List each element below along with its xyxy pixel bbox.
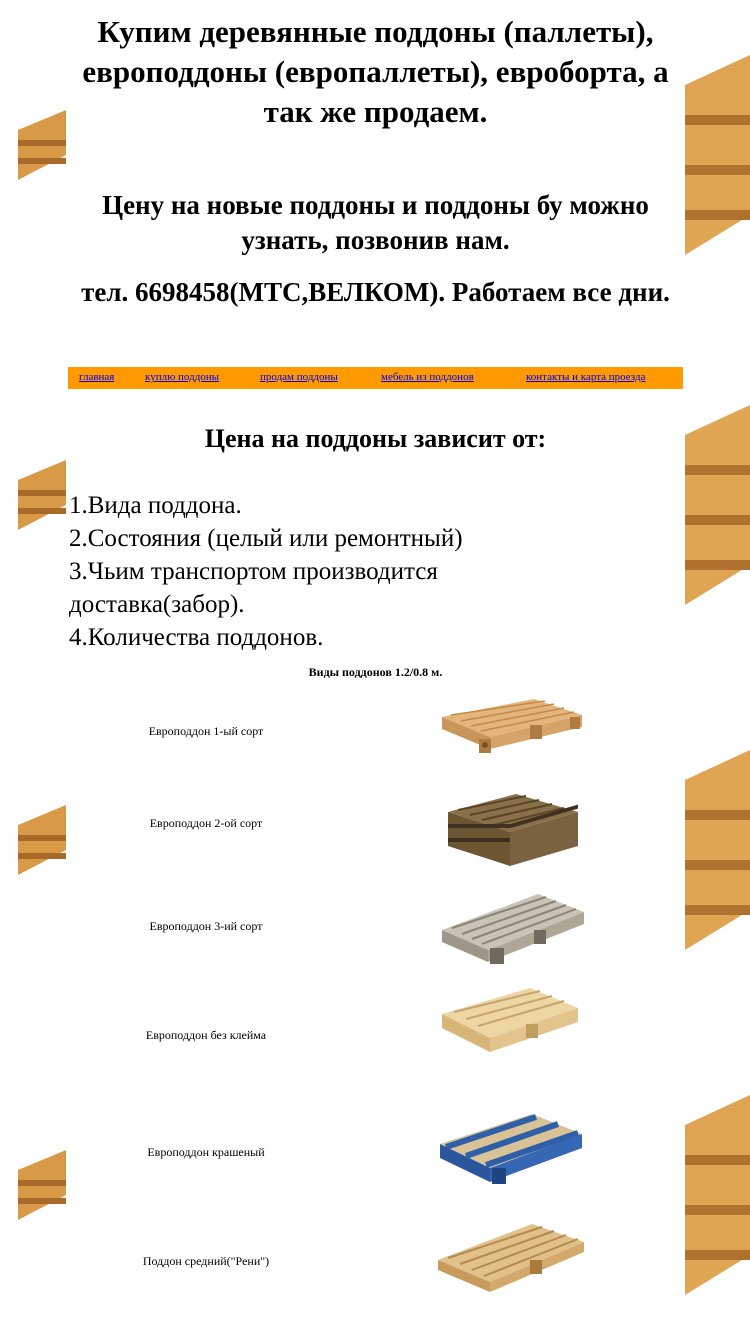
pallet-background-icon [685,1085,750,1295]
nav-item-sell-pallets[interactable]: продам поддоны [260,371,338,383]
pallet-background-icon [685,395,750,605]
pallet-type-name: Европоддон 2-ой сорт [149,816,263,830]
price-factor: 3.Чьим транспортом производится доставка(забор). [69,558,438,618]
main-nav [68,367,683,389]
price-section-title: Цена на поддоны зависит от: [204,424,547,453]
pallet-type-name: Европоддон без клейма [145,1028,267,1042]
pallet-background-icon [18,805,66,875]
nav-item-contacts[interactable]: контакты и карта проезда [526,371,646,383]
price-factor: 2.Состояния (целый или ремонтный) [69,525,463,552]
nav-item-buy-pallets[interactable]: куплю поддоны [145,371,220,383]
pallet-background-icon [18,110,66,180]
grey-weathered-europallet-image [438,890,586,968]
pallet-background-icon [18,1150,66,1220]
phone-contact: тел. 6698458(МТС,ВЕЛКОМ). Работаем все дни. [81,277,670,307]
pallet-type-name: Европоддон 3-ий сорт [149,919,263,933]
pallet-type-name: Европоддон 1-ый сорт [148,724,264,738]
price-factor: 4.Количества поддонов. [69,624,324,651]
page-title: Купим деревянные поддоны (паллеты), европоддоны (европаллеты), евроборта, а так же продаем. [82,14,669,129]
pallet-background-icon [685,740,750,950]
pallet-background-icon [685,45,750,255]
blue-painted-pallet-image [436,1108,584,1188]
page-content [66,0,685,1334]
pallet-type-name: Поддон средний("Рени") [142,1254,270,1268]
price-factors-list [69,489,669,654]
pallet-background-icon [18,460,66,530]
light-wood-europallet-image [434,695,586,763]
background-left-strip [0,0,66,1334]
page-subtitle: Цену на новые поддоны и поддоны бу можно узнать, позвонив нам. [102,190,649,255]
background-right-strip [685,0,750,1334]
price-factor: 1.Вида поддона. [69,492,242,519]
nav-item-home[interactable]: главная [79,371,115,383]
pallet-type-name: Европоддон крашеный [147,1145,265,1159]
pallet-types-caption: Виды поддонов 1.2/0.8 м. [308,665,443,679]
medium-wood-pallet-image [434,1220,588,1296]
pale-wood-pallet-image [438,984,582,1060]
nav-item-pallet-furniture[interactable]: мебель из поддонов [381,371,474,383]
dark-used-europallet-stack-image [444,790,580,870]
